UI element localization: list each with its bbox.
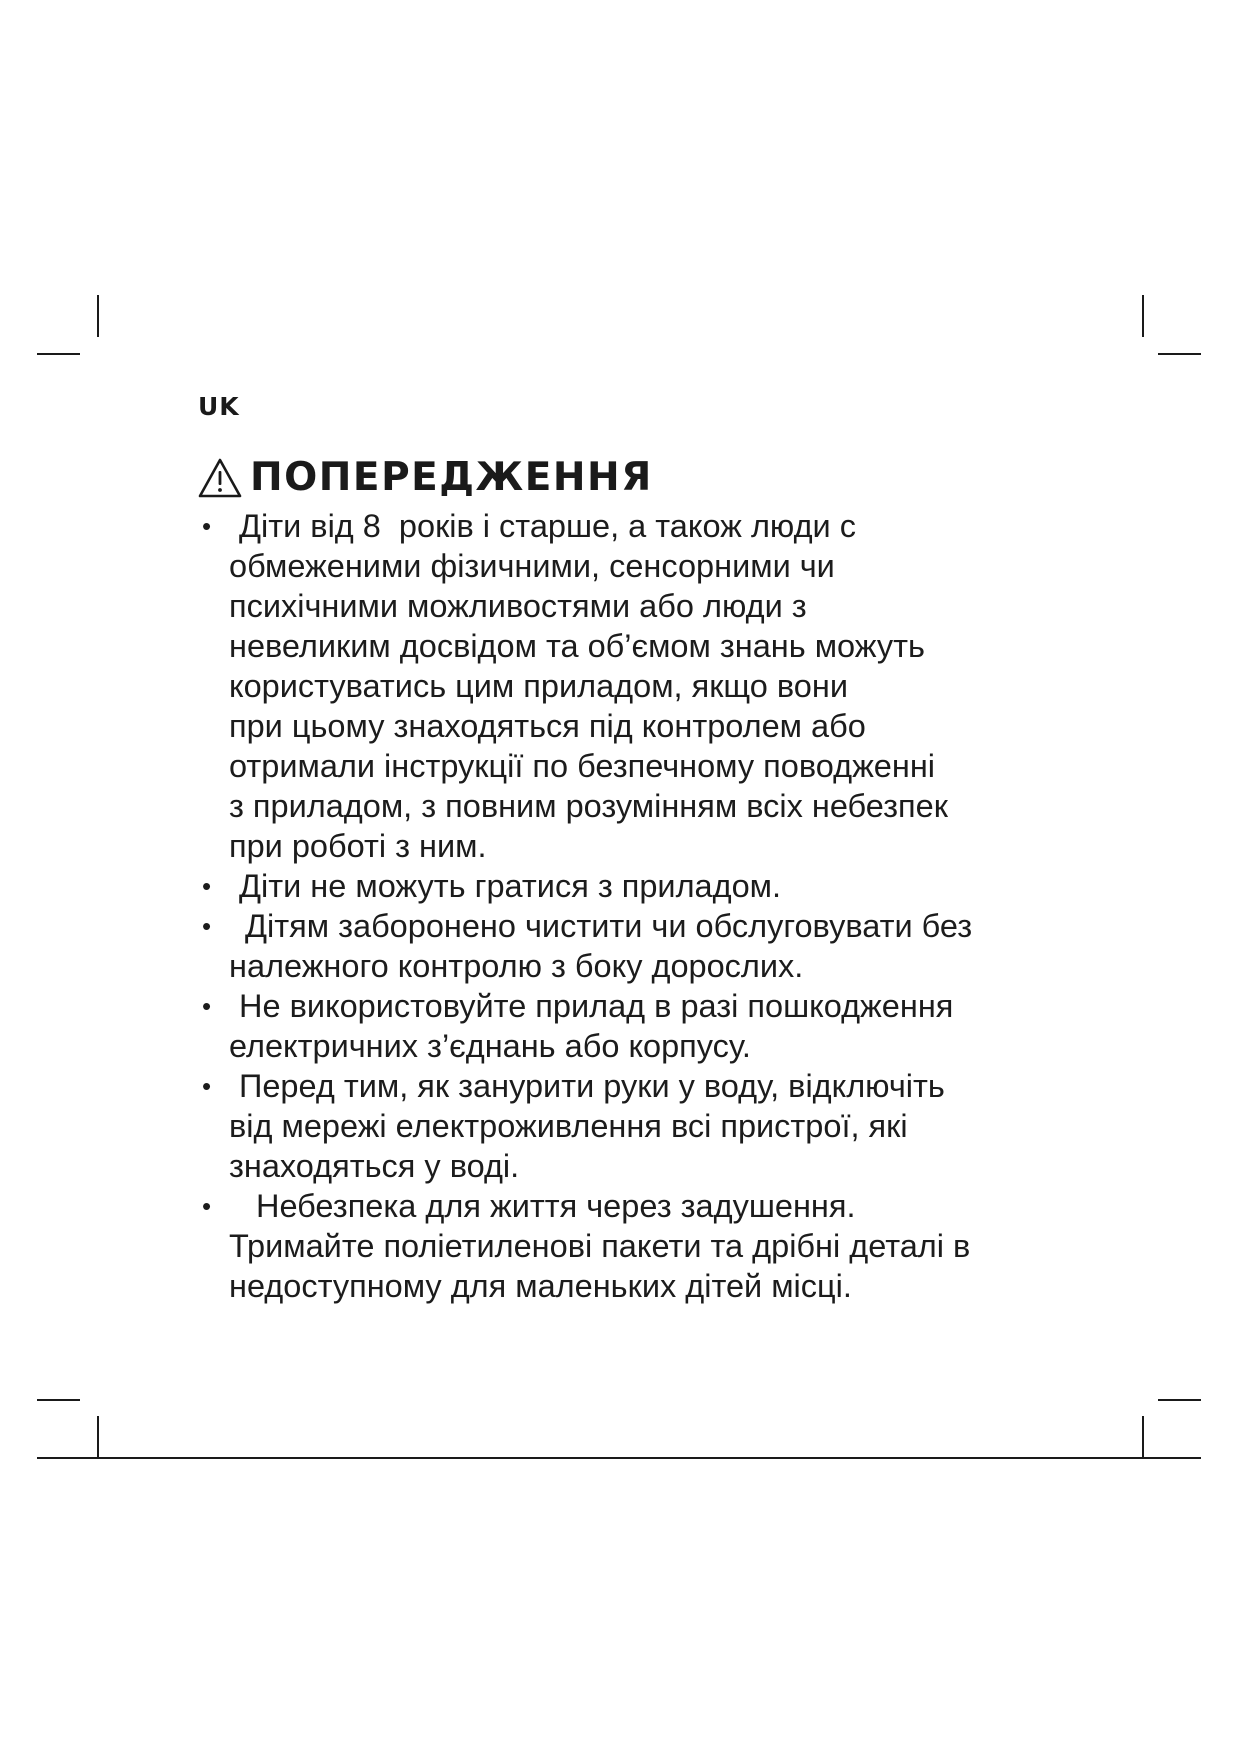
crop-mark-top-left-vertical <box>97 295 99 337</box>
warning-line: електричних з’єднань або корпусу. <box>229 1028 751 1064</box>
crop-mark-top-right-vertical <box>1142 295 1144 337</box>
warning-line: при роботі з ним. <box>229 828 487 864</box>
warning-line: отримали інструкції по безпечному поводженні <box>229 748 936 784</box>
bullet: • <box>202 511 212 541</box>
warning-line: користуватись цим приладом, якщо вони <box>229 668 848 704</box>
crop-mark-bottom-right-vertical <box>1142 1416 1144 1458</box>
warning-item <box>202 1186 1082 1306</box>
crop-mark-bottom-right-horizontal <box>1158 1399 1201 1401</box>
crop-mark-top-right-horizontal <box>1158 353 1201 355</box>
warning-line: від мережі електроживлення всі пристрої, які <box>229 1108 908 1144</box>
warning-line: недоступному для маленьких дітей місці. <box>229 1268 852 1304</box>
bullet: • <box>202 991 212 1021</box>
bullet: • <box>202 911 212 941</box>
crop-mark-top-left-horizontal <box>37 353 80 355</box>
warning-heading <box>198 455 653 500</box>
warning-list <box>202 506 1082 1306</box>
warning-item <box>202 506 1082 866</box>
warning-line: Перед тим, як занурити руки у воду, відключіть <box>239 1068 945 1104</box>
warning-line: з приладом, з повним розумінням всіх небезпек <box>229 788 948 824</box>
bullet: • <box>202 1071 212 1101</box>
warning-line: Дітям заборонено чистити чи обслуговувати без <box>245 908 973 944</box>
bullet: • <box>202 1191 212 1221</box>
warning-line: Діти не можуть гратися з приладом. <box>239 868 782 904</box>
page-bottom-rule <box>37 1457 1201 1459</box>
warning-triangle-icon <box>198 458 242 498</box>
warning-line: обмеженими фізичними, сенсорними чи <box>229 548 835 584</box>
bullet: • <box>202 871 212 901</box>
warning-line: знаходяться у воді. <box>229 1148 520 1184</box>
crop-mark-bottom-left-horizontal <box>37 1399 80 1401</box>
warning-line: Небезпека для життя через задушення. <box>256 1188 856 1224</box>
warning-line: належного контролю з боку дорослих. <box>229 948 804 984</box>
warning-line: Тримайте поліетиленові пакети та дрібні деталі в <box>229 1228 971 1264</box>
warning-item <box>202 906 1082 986</box>
heading-text: ПОПЕРЕДЖЕННЯ <box>250 455 653 500</box>
warning-line: психічними можливостями або люди з <box>229 588 807 624</box>
warning-line: невеликим досвідом та об’ємом знань можуть <box>229 628 925 664</box>
warning-line: при цьому знаходяться під контролем або <box>229 708 866 744</box>
language-code: UK <box>198 392 240 421</box>
crop-mark-bottom-left-vertical <box>97 1416 99 1458</box>
warning-line: Діти від 8 років і старше, а також люди с <box>239 508 856 544</box>
warning-line: Не використовуйте прилад в разі пошкодження <box>239 988 954 1024</box>
warning-item <box>202 986 1082 1066</box>
warning-item <box>202 1066 1082 1186</box>
warning-item <box>202 866 1082 906</box>
